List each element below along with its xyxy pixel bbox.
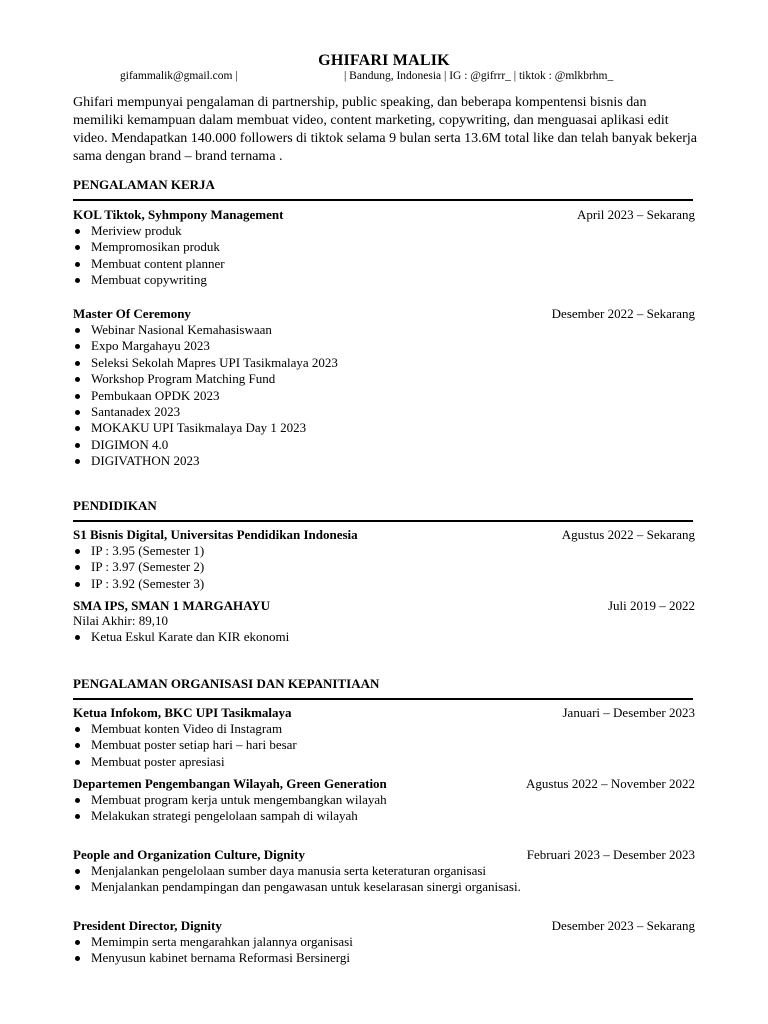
- entry-date: Agustus 2022 – November 2022: [526, 776, 695, 791]
- list-item: Melakukan strategi pengelolaan sampah di wilayah: [73, 808, 387, 824]
- contact-email: gifammalik@gmail.com |: [120, 70, 238, 82]
- section-divider: [73, 520, 693, 522]
- bullet-list: [73, 863, 521, 896]
- list-item: Membuat poster setiap hari – hari besar: [73, 737, 297, 753]
- list-item: MOKAKU UPI Tasikmalaya Day 1 2023: [73, 420, 338, 436]
- entry-date: Januari – Desember 2023: [562, 705, 695, 720]
- entry-date: April 2023 – Sekarang: [576, 207, 695, 222]
- list-item: Membuat program kerja untuk mengembangkan wilayah: [73, 792, 387, 808]
- list-item: IP : 3.95 (Semester 1): [73, 543, 204, 559]
- entry-date: Agustus 2022 – Sekarang: [561, 527, 695, 542]
- list-item: Seleksi Sekolah Mapres UPI Tasikmalaya 2023: [73, 355, 338, 371]
- section-title-work: PENGALAMAN KERJA: [73, 177, 215, 192]
- list-item: Membuat konten Video di Instagram: [73, 721, 297, 737]
- list-item: DIGIVATHON 2023: [73, 453, 338, 469]
- list-item: IP : 3.97 (Semester 2): [73, 559, 204, 575]
- entry-header: [73, 847, 695, 863]
- entry-title: People and Organization Culture, Dignity: [73, 847, 305, 862]
- list-item: Pembukaan OPDK 2023: [73, 388, 338, 404]
- entry-date: Desember 2022 – Sekarang: [551, 306, 695, 321]
- list-item: Memimpin serta mengarahkan jalannya organisasi: [73, 934, 353, 950]
- entry-date: Februari 2023 – Desember 2023: [526, 847, 695, 862]
- section-title-organization: PENGALAMAN ORGANISASI DAN KEPANITIAAN: [73, 676, 380, 691]
- list-item: Membuat copywriting: [73, 272, 225, 288]
- entry-header: [73, 918, 695, 934]
- entry-date: Juli 2019 – 2022: [607, 598, 695, 613]
- list-item: DIGIMON 4.0: [73, 437, 338, 453]
- bullet-list: [73, 223, 225, 289]
- section-divider: [73, 698, 693, 700]
- contact-location-socials: | Bandung, Indonesia | IG : @gifrrr_ | tiktok : @mlkbrhm_: [344, 70, 614, 82]
- list-item: Expo Margahayu 2023: [73, 338, 338, 354]
- entry-note: Nilai Akhir: 89,10: [73, 613, 168, 628]
- list-item: Menjalankan pengelolaan sumber daya manusia serta keteraturan organisasi: [73, 863, 521, 879]
- bullet-list: [73, 721, 297, 770]
- list-item: Menjalankan pendampingan dan pengawasan untuk keselarasan sinergi organisasi.: [73, 879, 521, 895]
- entry-date: Desember 2023 – Sekarang: [551, 918, 695, 933]
- section-title-education: PENDIDIKAN: [73, 498, 157, 513]
- section-divider: [73, 199, 693, 201]
- entry-header: [73, 207, 695, 223]
- entry-title: S1 Bisnis Digital, Universitas Pendidikan Indonesia: [73, 527, 358, 542]
- list-item: IP : 3.92 (Semester 3): [73, 576, 204, 592]
- entry-title: Ketua Infokom, BKC UPI Tasikmalaya: [73, 705, 292, 720]
- entry-header: [73, 527, 695, 543]
- list-item: Menyusun kabinet bernama Reformasi Bersinergi: [73, 950, 353, 966]
- list-item: Santanadex 2023: [73, 404, 338, 420]
- entry-header: [73, 598, 695, 614]
- list-item: Ketua Eskul Karate dan KIR ekonomi: [73, 629, 289, 645]
- entry-header: [73, 705, 695, 721]
- bullet-list: [73, 792, 387, 825]
- list-item: Membuat poster apresiasi: [73, 754, 297, 770]
- entry-header: [73, 306, 695, 322]
- list-item: Membuat content planner: [73, 256, 225, 272]
- profile-summary: Ghifari mempunyai pengalaman di partnership, public speaking, dan beberapa kompentensi bisnis dan memiliki kemampuan dalam membuat video, content marketing, copywriting, dan menguasai aplikasi edit video. Mendapatkan 140.000 followers di tiktok selama 9 bulan serta 13.6M total like dan telah banyak bekerja sama dengan brand – brand ternama .: [73, 95, 697, 164]
- resume-name: GHIFARI MALIK: [318, 52, 450, 69]
- entry-title: KOL Tiktok, Syhmpony Management: [73, 207, 284, 222]
- list-item: Mempromosikan produk: [73, 239, 225, 255]
- bullet-list: [73, 322, 338, 470]
- list-item: Workshop Program Matching Fund: [73, 371, 338, 387]
- entry-title: Departemen Pengembangan Wilayah, Green Generation: [73, 776, 387, 791]
- bullet-list: [73, 629, 289, 645]
- list-item: Meriview produk: [73, 223, 225, 239]
- list-item: Webinar Nasional Kemahasiswaan: [73, 322, 338, 338]
- bullet-list: [73, 934, 353, 967]
- entry-title: Master Of Ceremony: [73, 306, 191, 321]
- bullet-list: [73, 543, 204, 592]
- entry-title: SMA IPS, SMAN 1 MARGAHAYU: [73, 598, 271, 613]
- entry-title: President Director, Dignity: [73, 918, 222, 933]
- entry-header: [73, 776, 695, 792]
